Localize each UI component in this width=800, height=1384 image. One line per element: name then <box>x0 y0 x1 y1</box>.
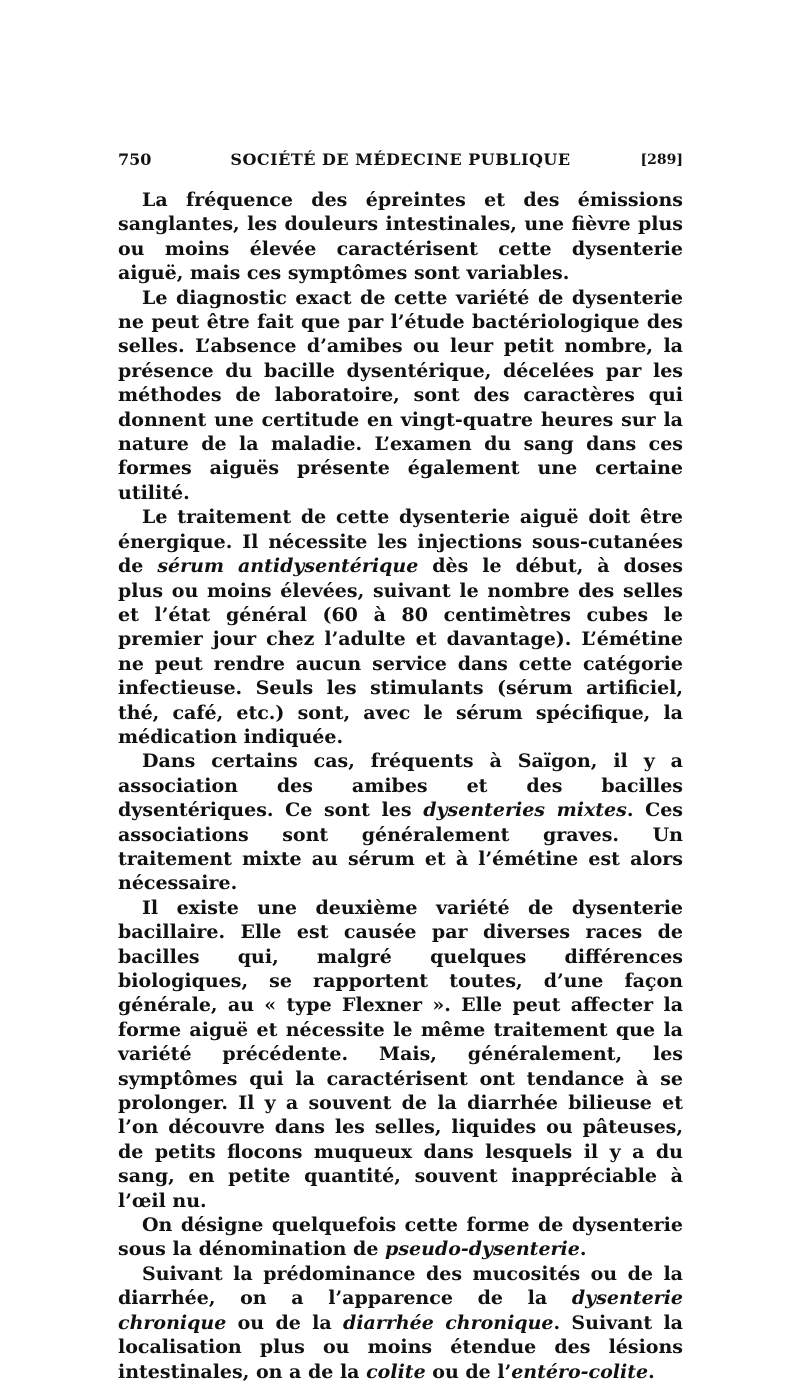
italic-term: colite <box>366 1360 426 1383</box>
paragraph <box>118 1213 683 1262</box>
italic-term: sérum antidysentérique <box>157 555 419 578</box>
running-title: SOCIÉTÉ DE MÉDECINE PUBLIQUE <box>230 150 571 169</box>
text-run: Suivant la prédominance des mucosités ou de la diarrhée, on a l’apparence de la <box>118 1262 683 1310</box>
italic-term: diarrhée chronique <box>343 1311 554 1334</box>
text-run: . Suivant la localisation plus ou moins étendue des lésions intestinales, on a de la <box>118 1311 683 1383</box>
original-page-number: [289] <box>640 152 683 168</box>
text-run: . <box>648 1360 655 1383</box>
body-text <box>118 188 683 1384</box>
paragraph <box>118 1262 683 1384</box>
italic-term: pseudo-dysenterie <box>385 1238 580 1261</box>
text-run: ou de l’ <box>425 1360 512 1383</box>
page-number: 750 <box>118 150 152 169</box>
text-run: Le diagnostic exact de cette variété de dysenterie ne peut être fait que par l’étude bactériologique des selles. L’absence d’amibes ou leur petit nombre, la présence du bacille dysentérique, décelées par les méthodes de laboratoire, sont des caractères qui donnent une certitude en vingt-quatre heures sur la nature de la maladie. L’examen du sang dans ces formes aiguës présente également une certaine utilité. <box>118 286 683 504</box>
paragraph <box>118 188 683 286</box>
text-run: dès le début, à doses plus ou moins élevées, suivant le nombre des selles et l’état général (60 à 80 centimètres cubes le premier jour chez l’adulte et davantage). L’émétine ne peut rendre aucun service dans cette catégorie infectieuse. Seuls les stimulants (sérum artificiel, thé, café, etc.) sont, avec le sérum spécifique, la médication indiquée. <box>118 555 683 748</box>
page-header <box>118 150 683 174</box>
text-run: La fréquence des épreintes et des émissions sanglantes, les douleurs intestinales, une fièvre plus ou moins élevée caractérisent cette dysenterie aiguë, mais ces symptômes sont variables. <box>118 189 683 285</box>
paragraph <box>118 505 683 749</box>
italic-term: entéro-colite <box>511 1360 649 1383</box>
text-run: Le traitement de cette dysenterie aiguë doit être énergique. Il nécessite les injections sous-cutanées de <box>118 506 683 578</box>
text-run: On désigne quelquefois cette forme de dysenterie sous la dénomination de <box>118 1214 683 1261</box>
paragraph <box>118 286 683 506</box>
text-run: Dans certains cas, fréquents à Saïgon, il y a association des amibes et des bacilles dysentériques. Ce sont les <box>118 750 683 822</box>
italic-term: dysenterie chronique <box>118 1287 683 1334</box>
text-run: ou de la <box>226 1311 344 1334</box>
text-run: . Ces associations sont généralement graves. Un traitement mixte au sérum et à l’émétine est alors nécessaire. <box>118 799 683 895</box>
paragraph <box>118 896 683 1213</box>
paragraph <box>118 749 683 895</box>
text-run: . <box>579 1238 587 1261</box>
italic-term: dysenteries mixtes <box>423 799 627 822</box>
text-run: Il existe une deuxième variété de dysenterie bacillaire. Elle est causée par diverses races de bacilles qui, malgré quelques différences biologiques, se rapportent toutes, d’une façon générale, au « type Flexner ». Elle peut affecter la forme aiguë et nécessite le même traitement que la variété précédente. Mais, généralement, les symptômes qui la caractérisent ont tendance à se prolonger. Il y a souvent de la diarrhée bilieuse et l’on découvre dans les selles, liquides ou pâteuses, de petits flocons muqueux dans lesquels il y a du sang, en petite quantité, souvent inappréciable à l’œil nu. <box>118 896 683 1212</box>
